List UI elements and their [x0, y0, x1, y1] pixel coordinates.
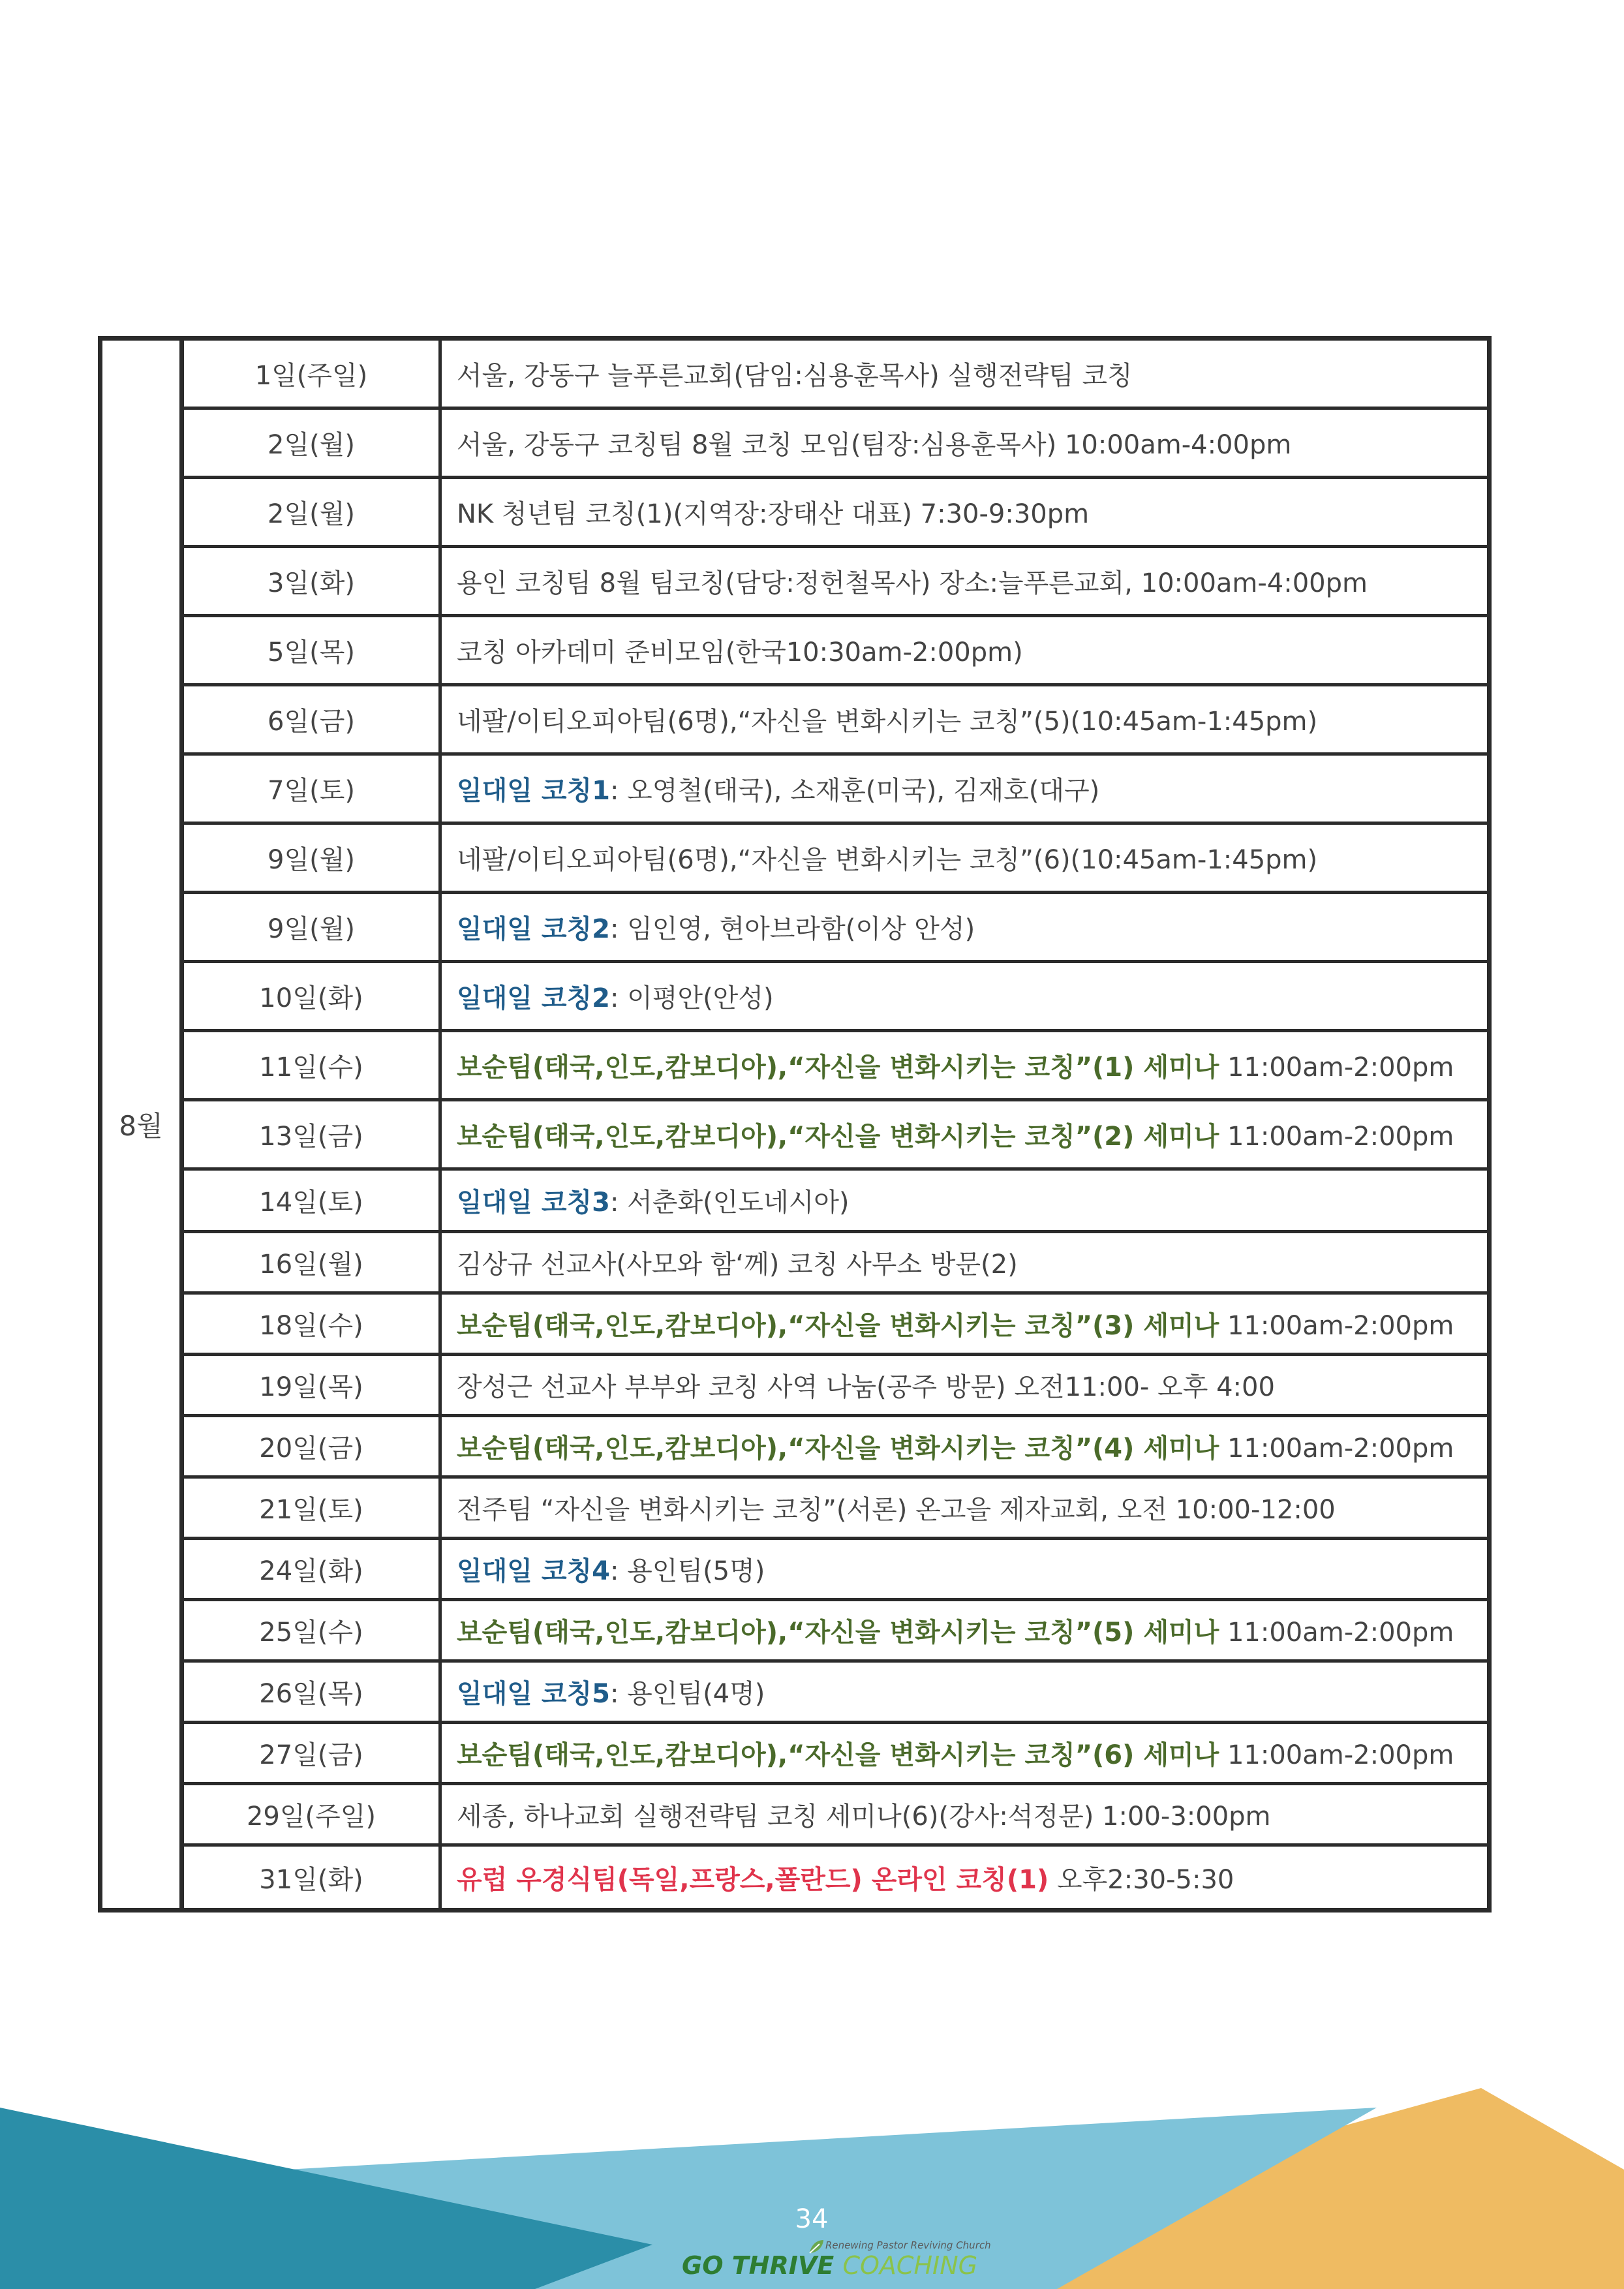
row-date: 27일(금) [184, 1724, 442, 1782]
row-event [442, 562, 1487, 600]
event-highlight: 보순팀(태국,인도,캄보디아),“자신을 변화시키는 코칭”(1) 세미나 [457, 1052, 1219, 1083]
event-text: 김상규 선교사(사모와 함‘께) 코칭 사무소 방문(2) [457, 1250, 1018, 1280]
row-event [442, 977, 1487, 1015]
row-date: 7일(토) [184, 756, 442, 822]
event-highlight: 유럽 우경식팀(독일,프랑스,폴란드) 온라인 코칭(1) [457, 1864, 1049, 1895]
row-date: 2일(월) [184, 410, 442, 476]
row-event [442, 1550, 1487, 1588]
row-event [442, 1366, 1487, 1404]
row-date: 9일(월) [184, 825, 442, 891]
event-text: : 임인영, 현아브라함(이상 안성) [609, 914, 975, 944]
row-event [442, 839, 1487, 876]
event-highlight: 보순팀(태국,인도,캄보디아),“자신을 변화시키는 코칭”(5) 세미나 [457, 1618, 1219, 1648]
row-date: 1일(주일) [184, 341, 442, 407]
row-date: 24일(화) [184, 1540, 442, 1598]
event-text: : 용인팀(4명) [609, 1679, 765, 1709]
month-label: 8월 [119, 1110, 163, 1142]
schedule-row [184, 479, 1487, 548]
row-event [442, 1796, 1487, 1833]
row-date: 9일(월) [184, 894, 442, 960]
schedule-row [184, 1233, 1487, 1295]
schedule-row [184, 1295, 1487, 1356]
row-date: 2일(월) [184, 479, 442, 545]
row-event [442, 1673, 1487, 1710]
month-cell [102, 341, 184, 1908]
row-event [442, 1734, 1487, 1772]
event-text: 11:00am-2:00pm [1219, 1311, 1454, 1341]
event-text: 11:00am-2:00pm [1219, 1434, 1454, 1464]
event-text: : 서춘화(인도네시아) [609, 1188, 850, 1218]
schedule-row [184, 617, 1487, 686]
event-text: : 오영철(태국), 소재훈(미국), 김재호(대구) [609, 776, 1100, 806]
event-highlight: 일대일 코칭2 [457, 983, 610, 1013]
row-event [442, 1047, 1487, 1084]
brand-thrive: THRIVE [731, 2251, 835, 2280]
row-date: 10일(화) [184, 963, 442, 1029]
brand-logo [682, 2251, 977, 2280]
row-date: 11일(수) [184, 1032, 442, 1098]
row-event [442, 1428, 1487, 1465]
event-highlight: 보순팀(태국,인도,캄보디아),“자신을 변화시키는 코칭”(2) 세미나 [457, 1122, 1219, 1152]
event-text: 코칭 아카데미 준비모임(한국10:30am-2:00pm) [457, 638, 1023, 668]
row-date: 16일(월) [184, 1233, 442, 1291]
schedule-row [184, 1785, 1487, 1847]
event-highlight: 일대일 코칭4 [457, 1556, 610, 1586]
row-event [442, 355, 1487, 392]
row-date: 6일(금) [184, 686, 442, 752]
schedule-row [184, 825, 1487, 894]
page-number: 34 [795, 2204, 829, 2234]
schedule-row [184, 1417, 1487, 1479]
event-highlight: 보순팀(태국,인도,캄보디아),“자신을 변화시키는 코칭”(6) 세미나 [457, 1740, 1219, 1770]
row-event [442, 1612, 1487, 1649]
row-event [442, 493, 1487, 530]
schedule-row [184, 1540, 1487, 1601]
event-text: 서울, 강동구 늘푸른교회(담임:심용훈목사) 실행전략팀 코칭 [457, 361, 1133, 391]
event-highlight: 보순팀(태국,인도,캄보디아),“자신을 변화시키는 코칭”(4) 세미나 [457, 1434, 1219, 1464]
schedule-row [184, 756, 1487, 825]
schedule-row [184, 410, 1487, 479]
event-text: NK 청년팀 코칭(1)(지역장:장태산 대표) 7:30-9:30pm [457, 499, 1090, 529]
brand-coaching: COACHING [842, 2251, 978, 2280]
event-highlight: 보순팀(태국,인도,캄보디아),“자신을 변화시키는 코칭”(3) 세미나 [457, 1311, 1219, 1341]
brand-tagline: Renewing Pastor Reviving Church [825, 2239, 991, 2251]
schedule-row [184, 1356, 1487, 1417]
row-event [442, 1182, 1487, 1219]
schedule-row [184, 1479, 1487, 1540]
schedule-row [184, 686, 1487, 756]
event-text: : 이평안(안성) [609, 983, 774, 1013]
schedule-row [184, 548, 1487, 617]
event-highlight: 일대일 코칭3 [457, 1188, 610, 1218]
event-text: 11:00am-2:00pm [1219, 1740, 1454, 1770]
schedule-row [184, 1847, 1487, 1908]
schedule-row [184, 963, 1487, 1032]
row-date: 13일(금) [184, 1101, 442, 1167]
event-text: 세종, 하나교회 실행전략팀 코칭 세미나(6)(강사:석정문) 1:00-3:00pm [457, 1802, 1271, 1832]
row-event [442, 908, 1487, 945]
row-date: 19일(목) [184, 1356, 442, 1414]
row-event [442, 1116, 1487, 1153]
event-text: 11:00am-2:00pm [1219, 1122, 1454, 1152]
row-date: 29일(주일) [184, 1785, 442, 1843]
event-text: 장성근 선교사 부부와 코칭 사역 나눔(공주 방문) 오전11:00- 오후 4:00 [457, 1372, 1275, 1402]
schedule-row [184, 341, 1487, 410]
row-date: 5일(목) [184, 617, 442, 683]
schedule-row [184, 1101, 1487, 1171]
event-text: 네팔/이티오피아팀(6명),“자신을 변화시키는 코칭”(6)(10:45am-1:45pm) [457, 845, 1318, 875]
row-date: 25일(수) [184, 1601, 442, 1659]
row-date: 18일(수) [184, 1295, 442, 1353]
event-text: : 용인팀(5명) [609, 1556, 765, 1586]
row-event [442, 770, 1487, 807]
row-event [442, 1244, 1487, 1281]
event-highlight: 일대일 코칭1 [457, 776, 610, 806]
event-highlight: 일대일 코칭2 [457, 914, 610, 944]
schedule-row [184, 1663, 1487, 1724]
row-event [442, 701, 1487, 738]
event-text: 네팔/이티오피아팀(6명),“자신을 변화시키는 코칭”(5)(10:45am-1:45pm) [457, 707, 1318, 737]
event-text: 용인 코칭팀 8월 팀코칭(담당:정헌철목사) 장소:늘푸른교회, 10:00am-4:00pm [457, 568, 1368, 598]
row-date: 21일(토) [184, 1479, 442, 1537]
schedule-row [184, 1171, 1487, 1233]
schedule-row [184, 1601, 1487, 1663]
row-event [442, 424, 1487, 461]
event-text: 전주팀 “자신을 변화시키는 코칭”(서론) 온고을 제자교회, 오전 10:00-12:00 [457, 1495, 1336, 1525]
brand-go: GO [682, 2251, 724, 2280]
row-date: 3일(화) [184, 548, 442, 614]
schedule-row [184, 894, 1487, 963]
event-text: 11:00am-2:00pm [1219, 1618, 1454, 1648]
row-date: 31일(화) [184, 1847, 442, 1908]
row-date: 26일(목) [184, 1663, 442, 1721]
event-highlight: 일대일 코칭5 [457, 1679, 610, 1709]
row-event [442, 1305, 1487, 1342]
schedule-rows [184, 341, 1487, 1908]
schedule-table [98, 336, 1492, 1913]
row-event [442, 1859, 1487, 1896]
row-event [442, 632, 1487, 669]
schedule-row [184, 1724, 1487, 1785]
event-text: 오후2:30-5:30 [1049, 1864, 1234, 1895]
event-text: 서울, 강동구 코칭팀 8월 코칭 모임(팀장:심용훈목사) 10:00am-4:00pm [457, 430, 1292, 460]
row-date: 14일(토) [184, 1171, 442, 1230]
row-date: 20일(금) [184, 1417, 442, 1475]
event-text: 11:00am-2:00pm [1219, 1052, 1454, 1083]
row-event [442, 1489, 1487, 1526]
schedule-row [184, 1032, 1487, 1101]
